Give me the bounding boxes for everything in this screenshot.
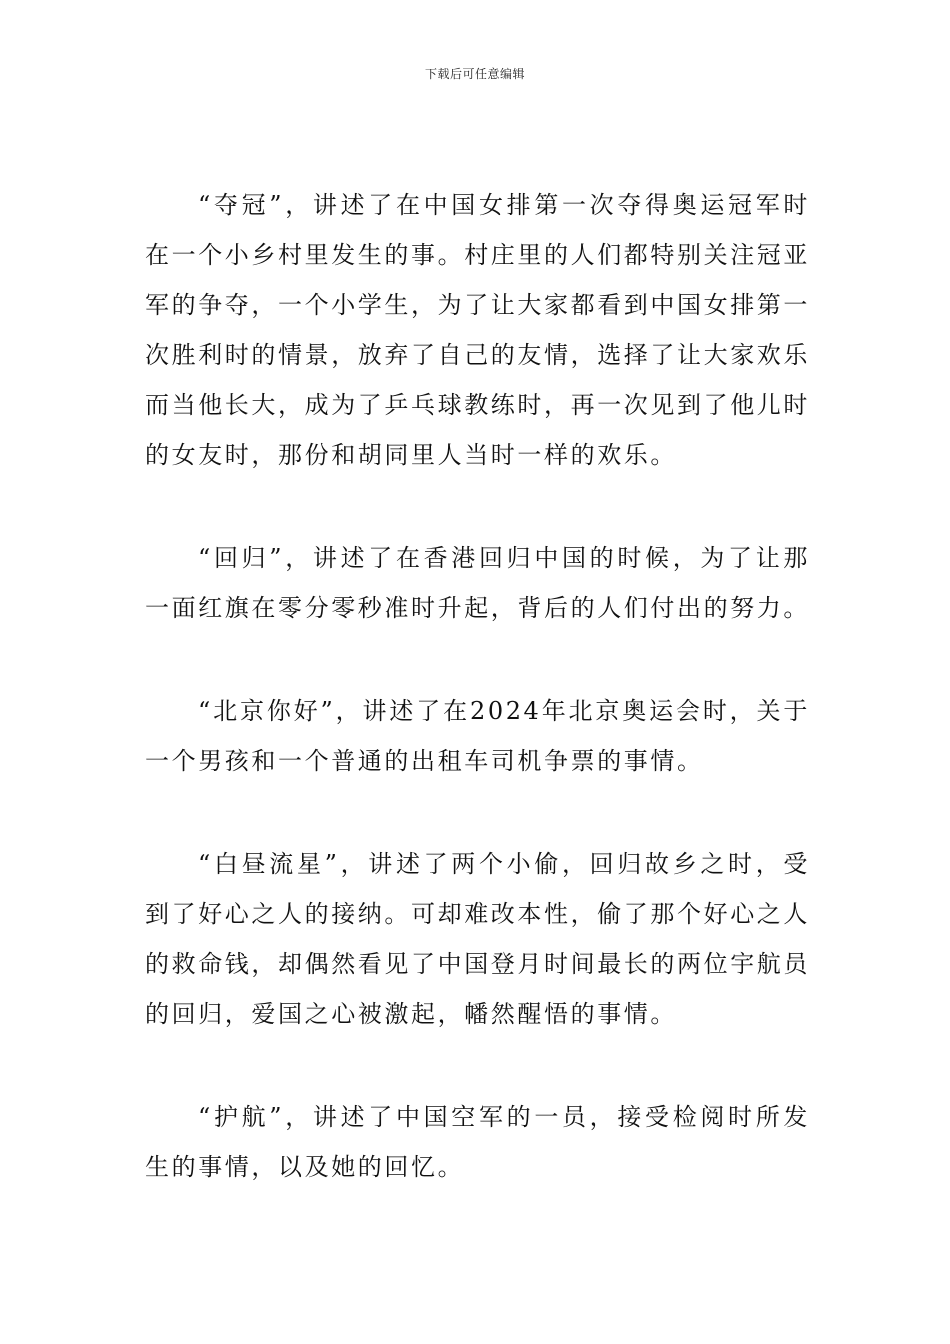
paragraph-duoguan: “夺冠”，讲述了在中国女排第一次夺得奥运冠军时在一个小乡村里发生的事。村庄里的人们都特别关注冠亚军的争夺，一个小学生，为了让大家都看到中国女排第一次胜利时的情景，放弃了自己的友情，选择了让大家欢乐而当他长大，成为了乒乓球教练时，再一次见到了他儿时的女友时，那份和胡同里人当时一样的欢乐。 (145, 191, 810, 469)
paragraph-beijing-nihao: “北京你好”，讲述了在2024年北京奥运会时，关于一个男孩和一个普通的出租车司机争票的事情。 (145, 697, 810, 775)
paragraph-huigui: “回归”，讲述了在香港回归中国的时候，为了让那一面红旗在零分零秒准时升起，背后的人们付出的努力。 (145, 544, 810, 622)
paragraph-huhang: “护航”，讲述了中国空军的一员，接受检阅时所发生的事情，以及她的回忆。 (145, 1103, 810, 1181)
paragraph-baizhou-liuxing: “白昼流星”，讲述了两个小偷，回归故乡之时，受到了好心之人的接纳。可却难改本性，偷了那个好心之人的救命钱，却偶然看见了中国登月时间最长的两位宇航员的回归，爱国之心被激起，幡然醒悟的事情。 (145, 850, 810, 1028)
document-body (145, 180, 810, 1192)
page-header: 下载后可任意编辑 (424, 67, 525, 81)
